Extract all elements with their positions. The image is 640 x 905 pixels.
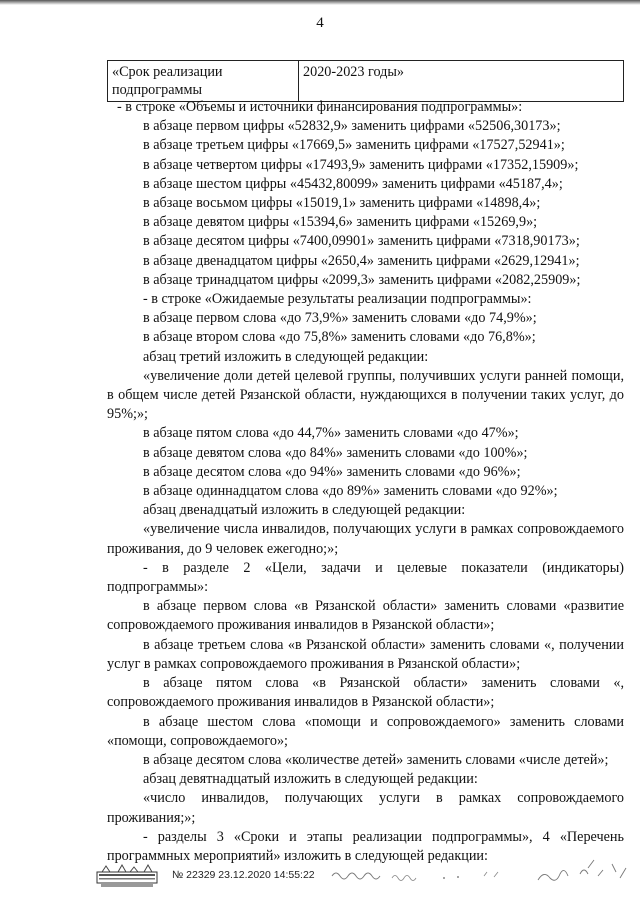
paragraph: абзац третий изложить в следующей редакции:: [143, 348, 429, 365]
registration-number: № 22329 23.12.2020 14:55:22: [172, 869, 315, 881]
paragraph: в абзаце четвертом цифры «17493,9» заменить цифрами «17352,15909»;: [143, 156, 579, 173]
document-body: [107, 98, 624, 866]
paragraph: - в строке «Объемы и источники финансирования подпрограммы»:: [117, 99, 523, 115]
paragraph: - разделы 3 «Сроки и этапы реализации подпрограммы», 4 «Перечень программных мероприятий» изложить в следующей редакции:: [107, 828, 624, 864]
paragraph: «число инвалидов, получающих услуги в рамках сопровождаемого проживания;»;: [107, 790, 624, 826]
paragraph: в абзаце первом цифры «52832,9» заменить цифрами «52506,30173»;: [143, 118, 561, 135]
paragraph: «увеличение доли детей целевой группы, получивших услуги ранней помощи, в общем числе детей Рязанской области, нуждающихся в получении таких услуг, до 95%;»;: [107, 367, 624, 423]
paragraph: в абзаце десятом цифры «7400,09901» заменить цифрами «7318,90173»;: [143, 233, 580, 250]
page-number: 4: [316, 15, 324, 31]
table-row: [108, 61, 624, 102]
paragraph: - в строке «Ожидаемые результаты реализации подпрограммы»:: [143, 291, 532, 308]
paragraph: в абзаце тринадцатом цифры «2099,3» заменить цифрами «2082,25909»;: [143, 271, 581, 288]
term-label-cell: «Срок реализации подпрограммы: [108, 61, 299, 102]
scan-top-edge: [0, 0, 640, 5]
paragraph: абзац двенадцатый изложить в следующей редакции:: [143, 502, 466, 519]
paragraph: в абзаце двенадцатом цифры «2650,4» заменить цифрами «2629,12941»;: [143, 252, 580, 269]
paragraph: в абзаце третьем цифры «17669,5» заменить цифрами «17527,52941»;: [143, 137, 565, 154]
document-footer: [96, 862, 636, 892]
paragraph: в абзаце десятом слова «до 94%» заменить словами «до 96%»;: [143, 463, 521, 480]
paragraph: в абзаце восьмом цифры «15019,1» заменить цифрами «14898,4»;: [143, 195, 541, 212]
paragraph: в абзаце шестом слова «помощи и сопровождаемого» заменить словами «помощи, сопровождаемого»;: [107, 713, 624, 749]
paragraph: абзац девятнадцатый изложить в следующей редакции:: [143, 771, 478, 788]
paragraph: «увеличение числа инвалидов, получающих услуги в рамках сопровождаемого проживания, до 9 человек ежегодно;»;: [107, 521, 624, 557]
term-table: [107, 60, 624, 102]
paragraph: в абзаце десятом слова «количестве детей» заменить словами «числе детей»;: [143, 751, 609, 768]
term-value-cell: 2020-2023 годы»: [299, 61, 624, 102]
paragraph: в абзаце пятом слова «в Рязанской области» заменить словами «, сопровождаемого проживания инвалидов в Рязанской области»;: [107, 675, 624, 711]
paragraph: в абзаце девятом цифры «15394,6» заменить цифрами «15269,9»;: [143, 214, 538, 231]
paragraph: в абзаце одиннадцатом слова «до 89%» заменить словами «до 92%»;: [143, 483, 558, 500]
paragraph: в абзаце шестом цифры «45432,80099» заменить цифрами «45187,4»;: [143, 175, 563, 192]
paragraph: в абзаце пятом слова «до 44,7%» заменить словами «до 47%»;: [143, 425, 519, 442]
paragraph: в абзаце первом слова «в Рязанской области» заменить словами «развитие сопровождаемого проживания инвалидов в Рязанской области»;: [107, 598, 624, 634]
paragraph: в абзаце третьем слова «в Рязанской области» заменить словами «, получении услуг в рамках сопровождаемого проживания в Рязанской области»;: [107, 636, 624, 672]
signature-marks-icon: [326, 854, 636, 890]
paragraph: - в разделе 2 «Цели, задачи и целевые показатели (индикаторы) подпрограммы»:: [107, 559, 624, 596]
paragraph: в абзаце девятом слова «до 84%» заменить словами «до 100%»;: [143, 444, 528, 461]
paragraph: в абзаце втором слова «до 75,8%» заменить словами «до 76,8%»;: [143, 329, 536, 346]
registration-stamp-icon: [96, 862, 158, 888]
paragraph: в абзаце первом слова «до 73,9%» заменить словами «до 74,9%»;: [143, 310, 537, 327]
